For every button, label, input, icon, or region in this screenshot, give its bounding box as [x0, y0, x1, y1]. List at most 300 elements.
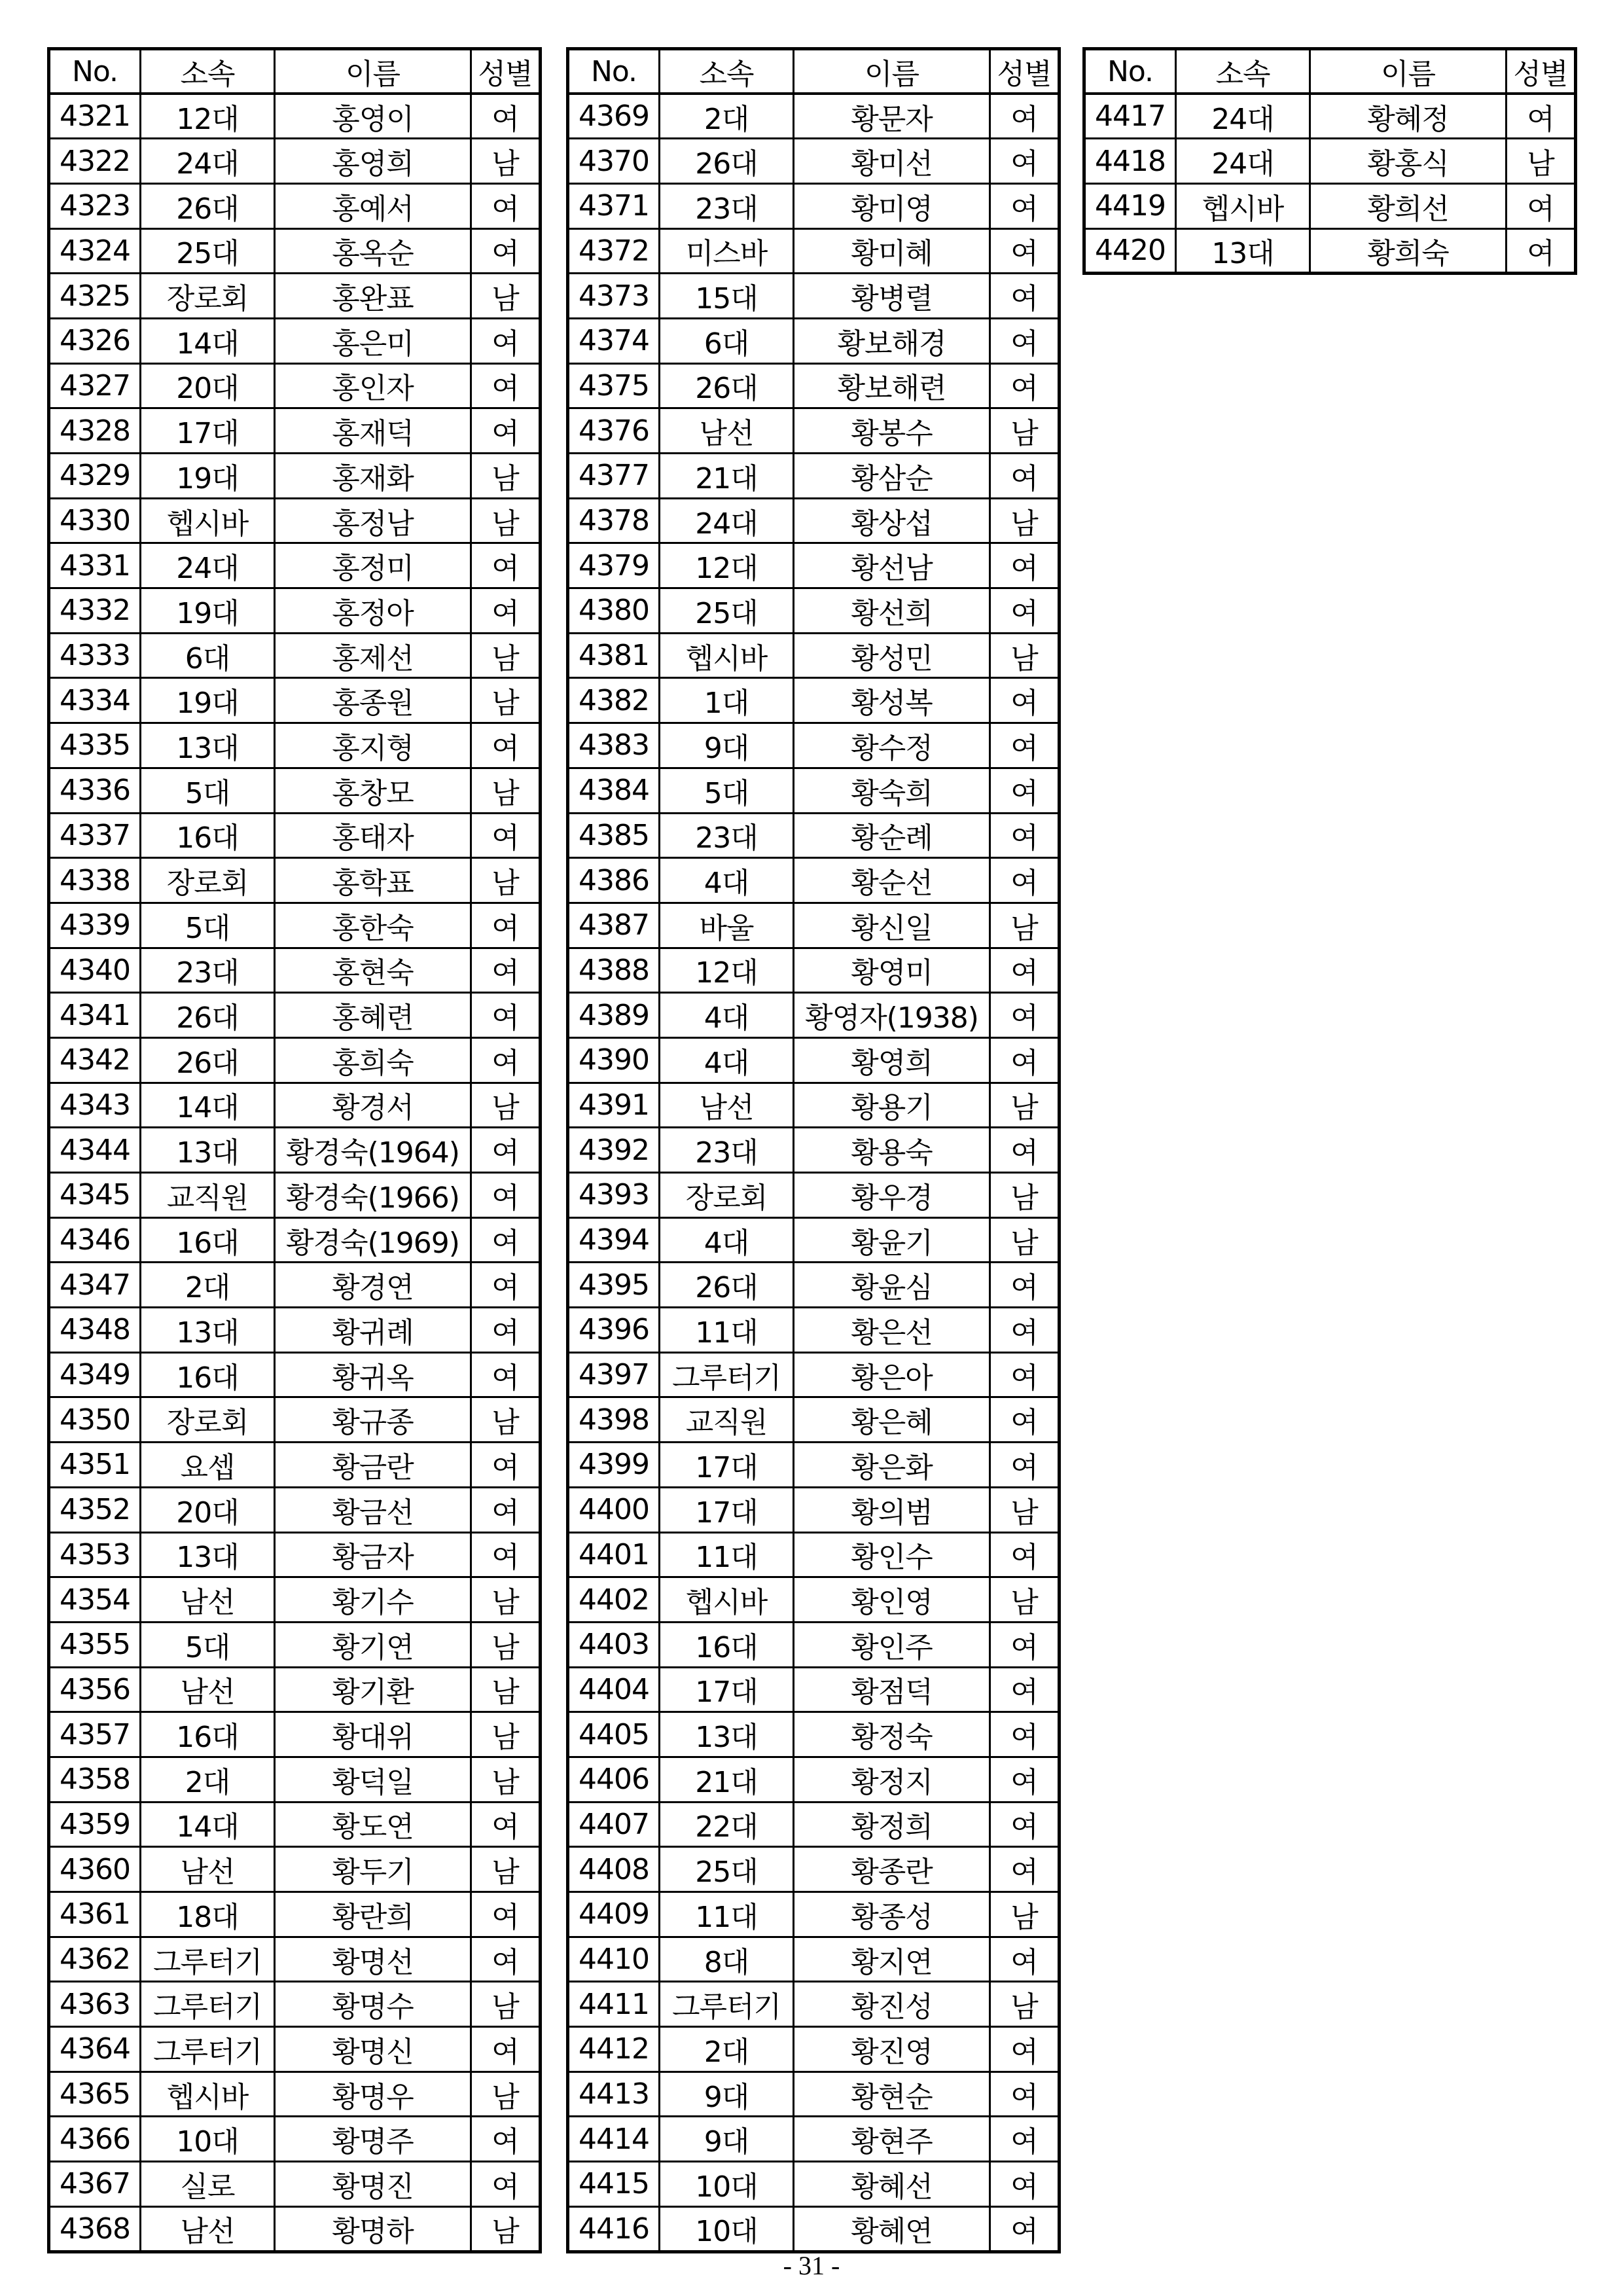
cell-no: 4411: [568, 1982, 660, 2027]
cell-affiliation: 16대: [141, 1712, 275, 1757]
cell-name: 황경숙(1966): [275, 1173, 471, 1218]
cell-affiliation: 바울: [660, 903, 794, 948]
cell-name: 황성민: [794, 633, 990, 678]
cell-name: 황두기: [275, 1847, 471, 1892]
cell-gender: 여: [990, 2117, 1060, 2162]
cell-name: 홍정아: [275, 588, 471, 634]
roster-table-1: [47, 47, 542, 2253]
cell-gender: 여: [990, 993, 1060, 1038]
cell-no: 4355: [49, 1622, 141, 1667]
table-row: [568, 1712, 1060, 1757]
header-affiliation: 소속: [1176, 49, 1310, 94]
cell-gender: 남: [471, 454, 541, 499]
cell-gender: 여: [471, 543, 541, 588]
cell-no: 4351: [49, 1443, 141, 1488]
table-row: [568, 1577, 1060, 1623]
cell-affiliation: 17대: [660, 1487, 794, 1532]
cell-affiliation: 17대: [660, 1443, 794, 1488]
cell-name: 홍종원: [275, 678, 471, 723]
table-row: [49, 588, 541, 634]
table-row: [49, 1982, 541, 2027]
cell-affiliation: 16대: [141, 813, 275, 858]
table-row: [49, 1532, 541, 1577]
header-gender: 성별: [471, 49, 541, 94]
cell-no: 4347: [49, 1263, 141, 1308]
cell-affiliation: 12대: [660, 543, 794, 588]
cell-affiliation: 18대: [141, 1892, 275, 1937]
cell-gender: 남: [471, 1083, 541, 1128]
table-row: [49, 1037, 541, 1083]
cell-affiliation: 미스바: [660, 228, 794, 274]
cell-affiliation: 6대: [141, 633, 275, 678]
cell-no: 4389: [568, 993, 660, 1038]
header-name: 이름: [1310, 49, 1507, 94]
cell-gender: 여: [990, 858, 1060, 903]
cell-name: 황홍식: [1310, 139, 1507, 184]
table-row: [568, 408, 1060, 454]
cell-name: 홍한숙: [275, 903, 471, 948]
table-row: [49, 1622, 541, 1667]
table-row: [568, 1217, 1060, 1263]
cell-no: 4349: [49, 1352, 141, 1397]
cell-affiliation: 13대: [141, 1308, 275, 1353]
table-row: [568, 1892, 1060, 1937]
cell-affiliation: 남선: [141, 2206, 275, 2251]
cell-gender: 남: [471, 1982, 541, 2027]
cell-affiliation: 헵시바: [660, 1577, 794, 1623]
table-row: [49, 1892, 541, 1937]
cell-gender: 여: [990, 454, 1060, 499]
cell-no: 4354: [49, 1577, 141, 1623]
cell-gender: 여: [471, 1937, 541, 1982]
header-no: No.: [568, 49, 660, 94]
cell-affiliation: 26대: [141, 1037, 275, 1083]
cell-gender: 여: [990, 1802, 1060, 1847]
cell-no: 4420: [1084, 228, 1176, 274]
cell-name: 황진성: [794, 1982, 990, 2027]
cell-name: 황순선: [794, 858, 990, 903]
cell-no: 4323: [49, 183, 141, 228]
table-row: [568, 723, 1060, 768]
cell-name: 황문자: [794, 94, 990, 139]
cell-gender: 여: [1507, 94, 1576, 139]
cell-no: 4406: [568, 1757, 660, 1802]
cell-gender: 남: [990, 1892, 1060, 1937]
cell-name: 홍제선: [275, 633, 471, 678]
cell-name: 황희숙: [1310, 228, 1507, 274]
cell-gender: 여: [471, 588, 541, 634]
cell-no: 4412: [568, 2027, 660, 2072]
cell-affiliation: 16대: [660, 1622, 794, 1667]
cell-name: 황금란: [275, 1443, 471, 1488]
table-row: [568, 363, 1060, 408]
cell-no: 4353: [49, 1532, 141, 1577]
cell-gender: 여: [990, 1667, 1060, 1712]
table-row: [1084, 183, 1576, 228]
cell-affiliation: 25대: [141, 228, 275, 274]
cell-no: 4345: [49, 1173, 141, 1218]
table-row: [568, 993, 1060, 1038]
cell-no: 4337: [49, 813, 141, 858]
cell-no: 4404: [568, 1667, 660, 1712]
table-row: [49, 363, 541, 408]
cell-gender: 남: [471, 1577, 541, 1623]
cell-name: 황명하: [275, 2206, 471, 2251]
cell-gender: 여: [471, 723, 541, 768]
cell-no: 4399: [568, 1443, 660, 1488]
table-row: [568, 1352, 1060, 1397]
table-row: [49, 1802, 541, 1847]
table-row: [568, 1487, 1060, 1532]
cell-gender: 남: [471, 1622, 541, 1667]
cell-no: 4328: [49, 408, 141, 454]
cell-affiliation: 5대: [660, 768, 794, 813]
cell-no: 4383: [568, 723, 660, 768]
cell-affiliation: 14대: [141, 1083, 275, 1128]
cell-name: 홍재화: [275, 454, 471, 499]
table-row: [49, 813, 541, 858]
cell-affiliation: 5대: [141, 1622, 275, 1667]
cell-affiliation: 13대: [141, 1532, 275, 1577]
cell-affiliation: 16대: [141, 1352, 275, 1397]
table-row: [568, 1667, 1060, 1712]
cell-name: 황정희: [794, 1802, 990, 1847]
cell-name: 홍은미: [275, 318, 471, 363]
cell-gender: 여: [990, 1263, 1060, 1308]
table-row: [568, 903, 1060, 948]
cell-no: 4369: [568, 94, 660, 139]
cell-no: 4396: [568, 1308, 660, 1353]
cell-affiliation: 13대: [1176, 228, 1310, 274]
cell-affiliation: 12대: [141, 94, 275, 139]
cell-no: 4336: [49, 768, 141, 813]
cell-gender: 여: [990, 1443, 1060, 1488]
cell-affiliation: 21대: [660, 1757, 794, 1802]
cell-name: 황명우: [275, 2072, 471, 2117]
cell-no: 4335: [49, 723, 141, 768]
cell-gender: 남: [471, 2072, 541, 2117]
cell-name: 황은혜: [794, 1397, 990, 1443]
cell-name: 홍희숙: [275, 1037, 471, 1083]
header-gender: 성별: [990, 49, 1060, 94]
cell-name: 황도연: [275, 1802, 471, 1847]
table-row: [49, 1847, 541, 1892]
cell-no: 4397: [568, 1352, 660, 1397]
cell-name: 황정지: [794, 1757, 990, 1802]
header-row: [568, 49, 1060, 94]
cell-affiliation: 25대: [660, 588, 794, 634]
cell-affiliation: 헵시바: [141, 498, 275, 543]
header-no: No.: [49, 49, 141, 94]
cell-gender: 여: [471, 94, 541, 139]
cell-gender: 여: [471, 1892, 541, 1937]
cell-name: 황인수: [794, 1532, 990, 1577]
cell-no: 4348: [49, 1308, 141, 1353]
table-row: [49, 1308, 541, 1353]
cell-gender: 남: [990, 1083, 1060, 1128]
table-row: [568, 228, 1060, 274]
cell-no: 4419: [1084, 183, 1176, 228]
cell-gender: 여: [990, 139, 1060, 184]
cell-no: 4371: [568, 183, 660, 228]
header-affiliation: 소속: [141, 49, 275, 94]
cell-affiliation: 24대: [660, 498, 794, 543]
cell-name: 황명주: [275, 2117, 471, 2162]
table-row: [49, 274, 541, 319]
table-row: [49, 1128, 541, 1173]
cell-name: 황선희: [794, 588, 990, 634]
cell-no: 4360: [49, 1847, 141, 1892]
table-row: [49, 678, 541, 723]
cell-no: 4401: [568, 1532, 660, 1577]
cell-name: 황대위: [275, 1712, 471, 1757]
cell-name: 황보해련: [794, 363, 990, 408]
cell-no: 4392: [568, 1128, 660, 1173]
cell-no: 4334: [49, 678, 141, 723]
cell-affiliation: 12대: [660, 948, 794, 993]
cell-affiliation: 13대: [141, 723, 275, 768]
cell-name: 홍정남: [275, 498, 471, 543]
cell-affiliation: 13대: [141, 1128, 275, 1173]
cell-gender: 남: [471, 274, 541, 319]
cell-no: 4400: [568, 1487, 660, 1532]
cell-affiliation: 19대: [141, 678, 275, 723]
cell-gender: 남: [990, 498, 1060, 543]
table-row: [568, 1308, 1060, 1353]
cell-name: 황미영: [794, 183, 990, 228]
cell-gender: 남: [1507, 139, 1576, 184]
cell-affiliation: 17대: [141, 408, 275, 454]
table-row: [49, 1397, 541, 1443]
cell-no: 4402: [568, 1577, 660, 1623]
table-row: [568, 498, 1060, 543]
cell-affiliation: 남선: [660, 1083, 794, 1128]
cell-no: 4331: [49, 543, 141, 588]
cell-no: 4339: [49, 903, 141, 948]
cell-name: 황혜정: [1310, 94, 1507, 139]
cell-name: 황종란: [794, 1847, 990, 1892]
cell-gender: 여: [990, 94, 1060, 139]
cell-affiliation: 그루터기: [141, 1937, 275, 1982]
cell-gender: 남: [990, 408, 1060, 454]
cell-no: 4357: [49, 1712, 141, 1757]
cell-name: 황은선: [794, 1308, 990, 1353]
cell-no: 4377: [568, 454, 660, 499]
table-row: [49, 1352, 541, 1397]
cell-gender: 여: [471, 1802, 541, 1847]
cell-no: 4359: [49, 1802, 141, 1847]
cell-name: 황점덕: [794, 1667, 990, 1712]
cell-affiliation: 24대: [141, 543, 275, 588]
cell-gender: 여: [990, 1397, 1060, 1443]
cell-no: 4409: [568, 1892, 660, 1937]
cell-name: 황순례: [794, 813, 990, 858]
cell-affiliation: 10대: [660, 2206, 794, 2251]
cell-gender: 여: [471, 1173, 541, 1218]
cell-name: 황기환: [275, 1667, 471, 1712]
table-body: [49, 94, 541, 2251]
cell-affiliation: 11대: [660, 1892, 794, 1937]
cell-gender: 여: [990, 1937, 1060, 1982]
table-row: [568, 1757, 1060, 1802]
cell-affiliation: 2대: [660, 94, 794, 139]
table-row: [49, 1083, 541, 1128]
cell-gender: 여: [471, 903, 541, 948]
table-row: [568, 1802, 1060, 1847]
cell-no: 4405: [568, 1712, 660, 1757]
cell-name: 황영자(1938): [794, 993, 990, 1038]
table-row: [49, 94, 541, 139]
cell-gender: 여: [471, 1263, 541, 1308]
cell-name: 황현순: [794, 2072, 990, 2117]
table-body: [1084, 94, 1576, 274]
cell-gender: 남: [471, 1397, 541, 1443]
cell-name: 황미혜: [794, 228, 990, 274]
cell-gender: 여: [990, 228, 1060, 274]
cell-affiliation: 13대: [660, 1712, 794, 1757]
cell-name: 황영희: [794, 1037, 990, 1083]
cell-gender: 남: [990, 1982, 1060, 2027]
cell-no: 4413: [568, 2072, 660, 2117]
table-row: [49, 993, 541, 1038]
cell-affiliation: 1대: [660, 678, 794, 723]
table-row: [568, 1083, 1060, 1128]
cell-affiliation: 6대: [660, 318, 794, 363]
cell-no: 4361: [49, 1892, 141, 1937]
cell-affiliation: 23대: [660, 1128, 794, 1173]
cell-affiliation: 그루터기: [660, 1352, 794, 1397]
cell-affiliation: 남선: [660, 408, 794, 454]
table-row: [49, 1487, 541, 1532]
cell-affiliation: 10대: [141, 2117, 275, 2162]
cell-affiliation: 그루터기: [141, 1982, 275, 2027]
cell-name: 황희선: [1310, 183, 1507, 228]
roster-table-3: [1082, 47, 1577, 275]
cell-no: 4333: [49, 633, 141, 678]
cell-affiliation: 24대: [1176, 139, 1310, 184]
cell-affiliation: 11대: [660, 1532, 794, 1577]
cell-gender: 여: [471, 2027, 541, 2072]
cell-name: 황우경: [794, 1173, 990, 1218]
header-affiliation: 소속: [660, 49, 794, 94]
table-row: [568, 1937, 1060, 1982]
cell-affiliation: 14대: [141, 318, 275, 363]
header-row: [1084, 49, 1576, 94]
cell-name: 홍예서: [275, 183, 471, 228]
cell-gender: 여: [471, 1443, 541, 1488]
cell-name: 황명선: [275, 1937, 471, 1982]
cell-affiliation: 8대: [660, 1937, 794, 1982]
cell-no: 4417: [1084, 94, 1176, 139]
table-row: [49, 1217, 541, 1263]
cell-name: 황종성: [794, 1892, 990, 1937]
cell-gender: 여: [990, 813, 1060, 858]
cell-name: 황경숙(1969): [275, 1217, 471, 1263]
cell-no: 4367: [49, 2162, 141, 2207]
cell-no: 4340: [49, 948, 141, 993]
cell-affiliation: 헵시바: [141, 2072, 275, 2117]
cell-name: 홍영이: [275, 94, 471, 139]
cell-gender: 여: [990, 318, 1060, 363]
cell-name: 황선남: [794, 543, 990, 588]
cell-gender: 여: [990, 543, 1060, 588]
table-row: [49, 1173, 541, 1218]
cell-gender: 여: [990, 948, 1060, 993]
cell-gender: 남: [471, 1847, 541, 1892]
cell-name: 홍옥순: [275, 228, 471, 274]
header-name: 이름: [794, 49, 990, 94]
cell-gender: 남: [471, 139, 541, 184]
cell-affiliation: 4대: [660, 993, 794, 1038]
cell-name: 황미선: [794, 139, 990, 184]
cell-gender: 여: [990, 183, 1060, 228]
table-row: [49, 183, 541, 228]
cell-name: 황성복: [794, 678, 990, 723]
cell-gender: 남: [990, 1217, 1060, 1263]
cell-gender: 여: [471, 363, 541, 408]
cell-affiliation: 요셉: [141, 1443, 275, 1488]
cell-affiliation: 장로회: [141, 274, 275, 319]
roster-table-2: [566, 47, 1061, 2253]
table-row: [49, 948, 541, 993]
table-row: [568, 1263, 1060, 1308]
cell-gender: 여: [990, 1622, 1060, 1667]
cell-affiliation: 9대: [660, 2072, 794, 2117]
cell-gender: 여: [990, 1532, 1060, 1577]
cell-name: 황정숙: [794, 1712, 990, 1757]
table-row: [49, 498, 541, 543]
cell-no: 4379: [568, 543, 660, 588]
cell-gender: 남: [990, 1577, 1060, 1623]
cell-affiliation: 4대: [660, 1217, 794, 1263]
cell-name: 황진영: [794, 2027, 990, 2072]
cell-no: 4326: [49, 318, 141, 363]
page-number: - 31 -: [783, 2251, 840, 2280]
header-name: 이름: [275, 49, 471, 94]
table-row: [568, 274, 1060, 319]
cell-gender: 여: [471, 183, 541, 228]
cell-affiliation: 26대: [141, 993, 275, 1038]
cell-no: 4356: [49, 1667, 141, 1712]
cell-no: 4324: [49, 228, 141, 274]
table-row: [49, 2072, 541, 2117]
cell-gender: 여: [990, 2206, 1060, 2251]
table-row: [568, 183, 1060, 228]
cell-affiliation: 4대: [660, 858, 794, 903]
cell-name: 황경연: [275, 1263, 471, 1308]
cell-name: 황덕일: [275, 1757, 471, 1802]
table-row: [49, 2117, 541, 2162]
cell-name: 홍태자: [275, 813, 471, 858]
cell-no: 4374: [568, 318, 660, 363]
table-row: [49, 408, 541, 454]
cell-affiliation: 26대: [660, 363, 794, 408]
cell-no: 4390: [568, 1037, 660, 1083]
cell-affiliation: 교직원: [141, 1173, 275, 1218]
cell-affiliation: 2대: [141, 1757, 275, 1802]
cell-name: 황인영: [794, 1577, 990, 1623]
cell-gender: 여: [471, 2117, 541, 2162]
cell-name: 황인주: [794, 1622, 990, 1667]
table-row: [568, 1173, 1060, 1218]
table-row: [568, 633, 1060, 678]
cell-no: 4343: [49, 1083, 141, 1128]
table-row: [49, 1443, 541, 1488]
cell-name: 황병렬: [794, 274, 990, 319]
table-row: [568, 1128, 1060, 1173]
cell-affiliation: 14대: [141, 1802, 275, 1847]
cell-affiliation: 헵시바: [660, 633, 794, 678]
